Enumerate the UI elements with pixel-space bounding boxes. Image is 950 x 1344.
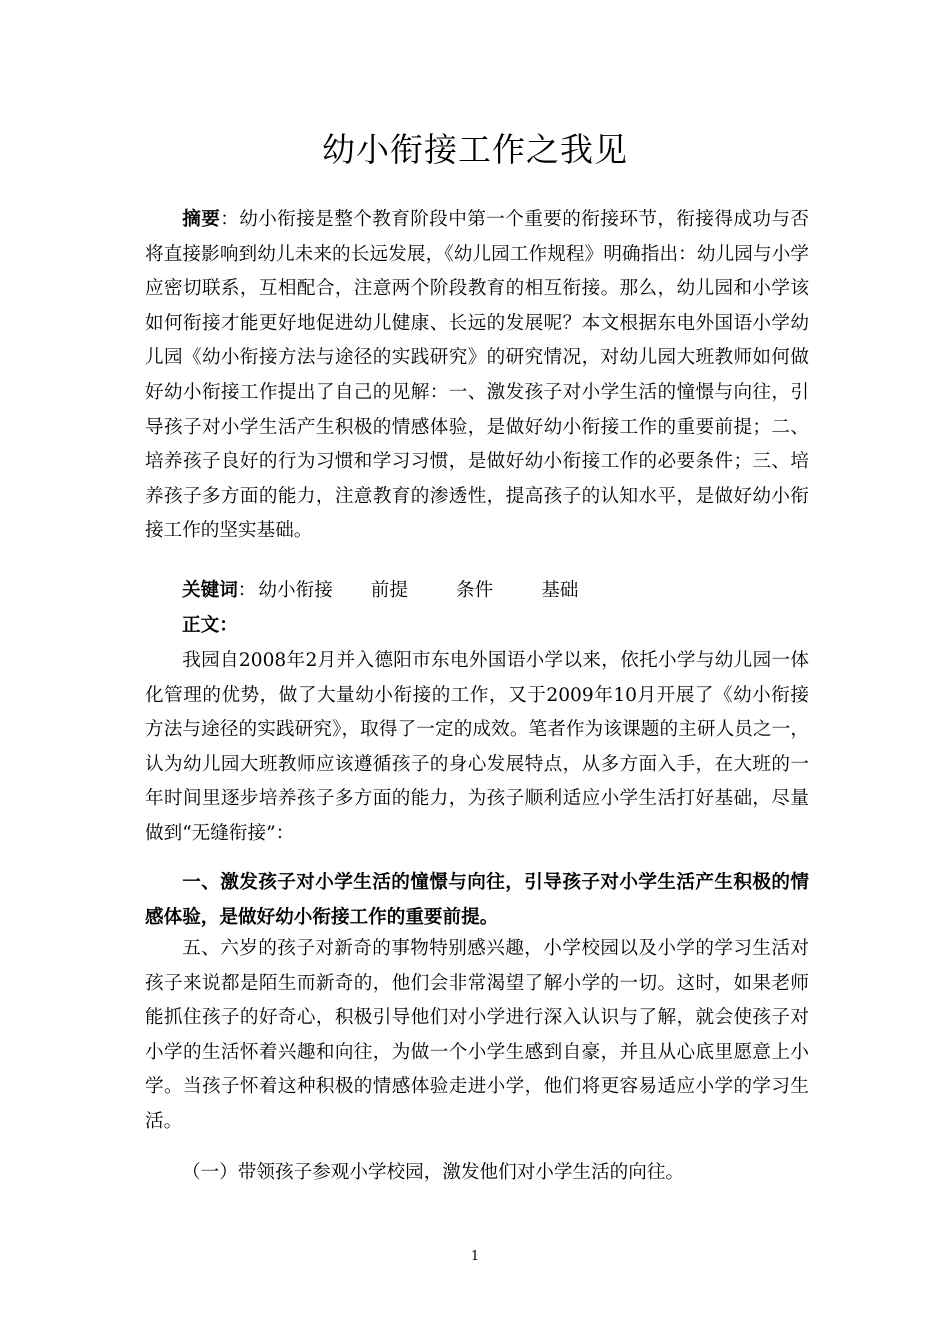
keyword-item: 前提	[370, 580, 408, 601]
body-label: 正文：	[182, 615, 238, 636]
keywords-line	[182, 574, 578, 609]
abstract-paragraph	[145, 203, 809, 549]
keyword-item: 幼小衔接	[258, 580, 333, 601]
section-heading-1: 一、激发孩子对小学生活的憧憬与向往，引导孩子对小学生活产生积极的情感体验，是做好幼小衔接工作的重要前提。	[145, 872, 809, 928]
page-number: 1	[470, 1249, 480, 1264]
keyword-item: 基础	[541, 580, 579, 601]
abstract-text: ：幼小衔接是整个教育阶段中第一个重要的衔接环节，衔接得成功与否将直接影响到幼儿未来的长远发展，《幼儿园工作规程》明确指出：幼儿园与小学应密切联系，互相配合，注意两个阶段教育的相互衔接。那么，幼儿园和小学该如何衔接才能更好地促进幼儿健康、长远的发展呢？本文根据东电外国语小学幼儿园《幼小衔接方法与途径的实践研究》的研究情况，对幼儿园大班教师如何做好幼小衔接工作提出了自己的见解：一、激发孩子对小学生活的憧憬与向往，引导孩子对小学生活产生积极的情感体验，是做好幼小衔接工作的重要前提；二、培养孩子良好的行为习惯和学习习惯，是做好幼小衔接工作的必要条件；三、培养孩子多方面的能力，注意教育的渗透性，提高孩子的认知水平，是做好幼小衔接工作的坚实基础。	[145, 209, 809, 542]
body-paragraph-2: 五、六岁的孩子对新奇的事物特别感兴趣，小学校园以及小学的学习生活对孩子来说都是陌生而新奇的，他们会非常渴望了解小学的一切。这时，如果老师能抓住孩子的好奇心，积极引导他们对小学进行深入认识与了解，就会使孩子对小学的生活怀着兴趣和向往，为做一个小学生感到自豪，并且从心底里愿意上小学。当孩子怀着这种积极的情感体验走进小学，他们将更容易适应小学的学习生活。	[145, 938, 809, 1132]
body-paragraph-1: 我园自2008年2月并入德阳市东电外国语小学以来，依托小学与幼儿园一体化管理的优势，做了大量幼小衔接的工作，又于2009年10月开展了《幼小衔接方法与途径的实践研究》，取得了一定的成效。笔者作为该课题的主研人员之一，认为幼儿园大班教师应该遵循孩子的身心发展特点，从多方面入手，在大班的一年时间里逐步培养孩子多方面的能力，为孩子顺利适应小学生活打好基础，尽量做到“无缝衔接”：	[145, 650, 809, 844]
keywords-label: 关键词	[182, 580, 238, 601]
subsection-heading-1: （一）带领孩子参观小学校园，激发他们对小学生活的向往。	[182, 1162, 685, 1183]
document-title: 幼小衔接工作之我见	[322, 130, 628, 169]
keywords-separator: ：	[237, 580, 257, 601]
abstract-label: 摘要	[182, 209, 221, 230]
keyword-item: 条件	[456, 580, 494, 601]
